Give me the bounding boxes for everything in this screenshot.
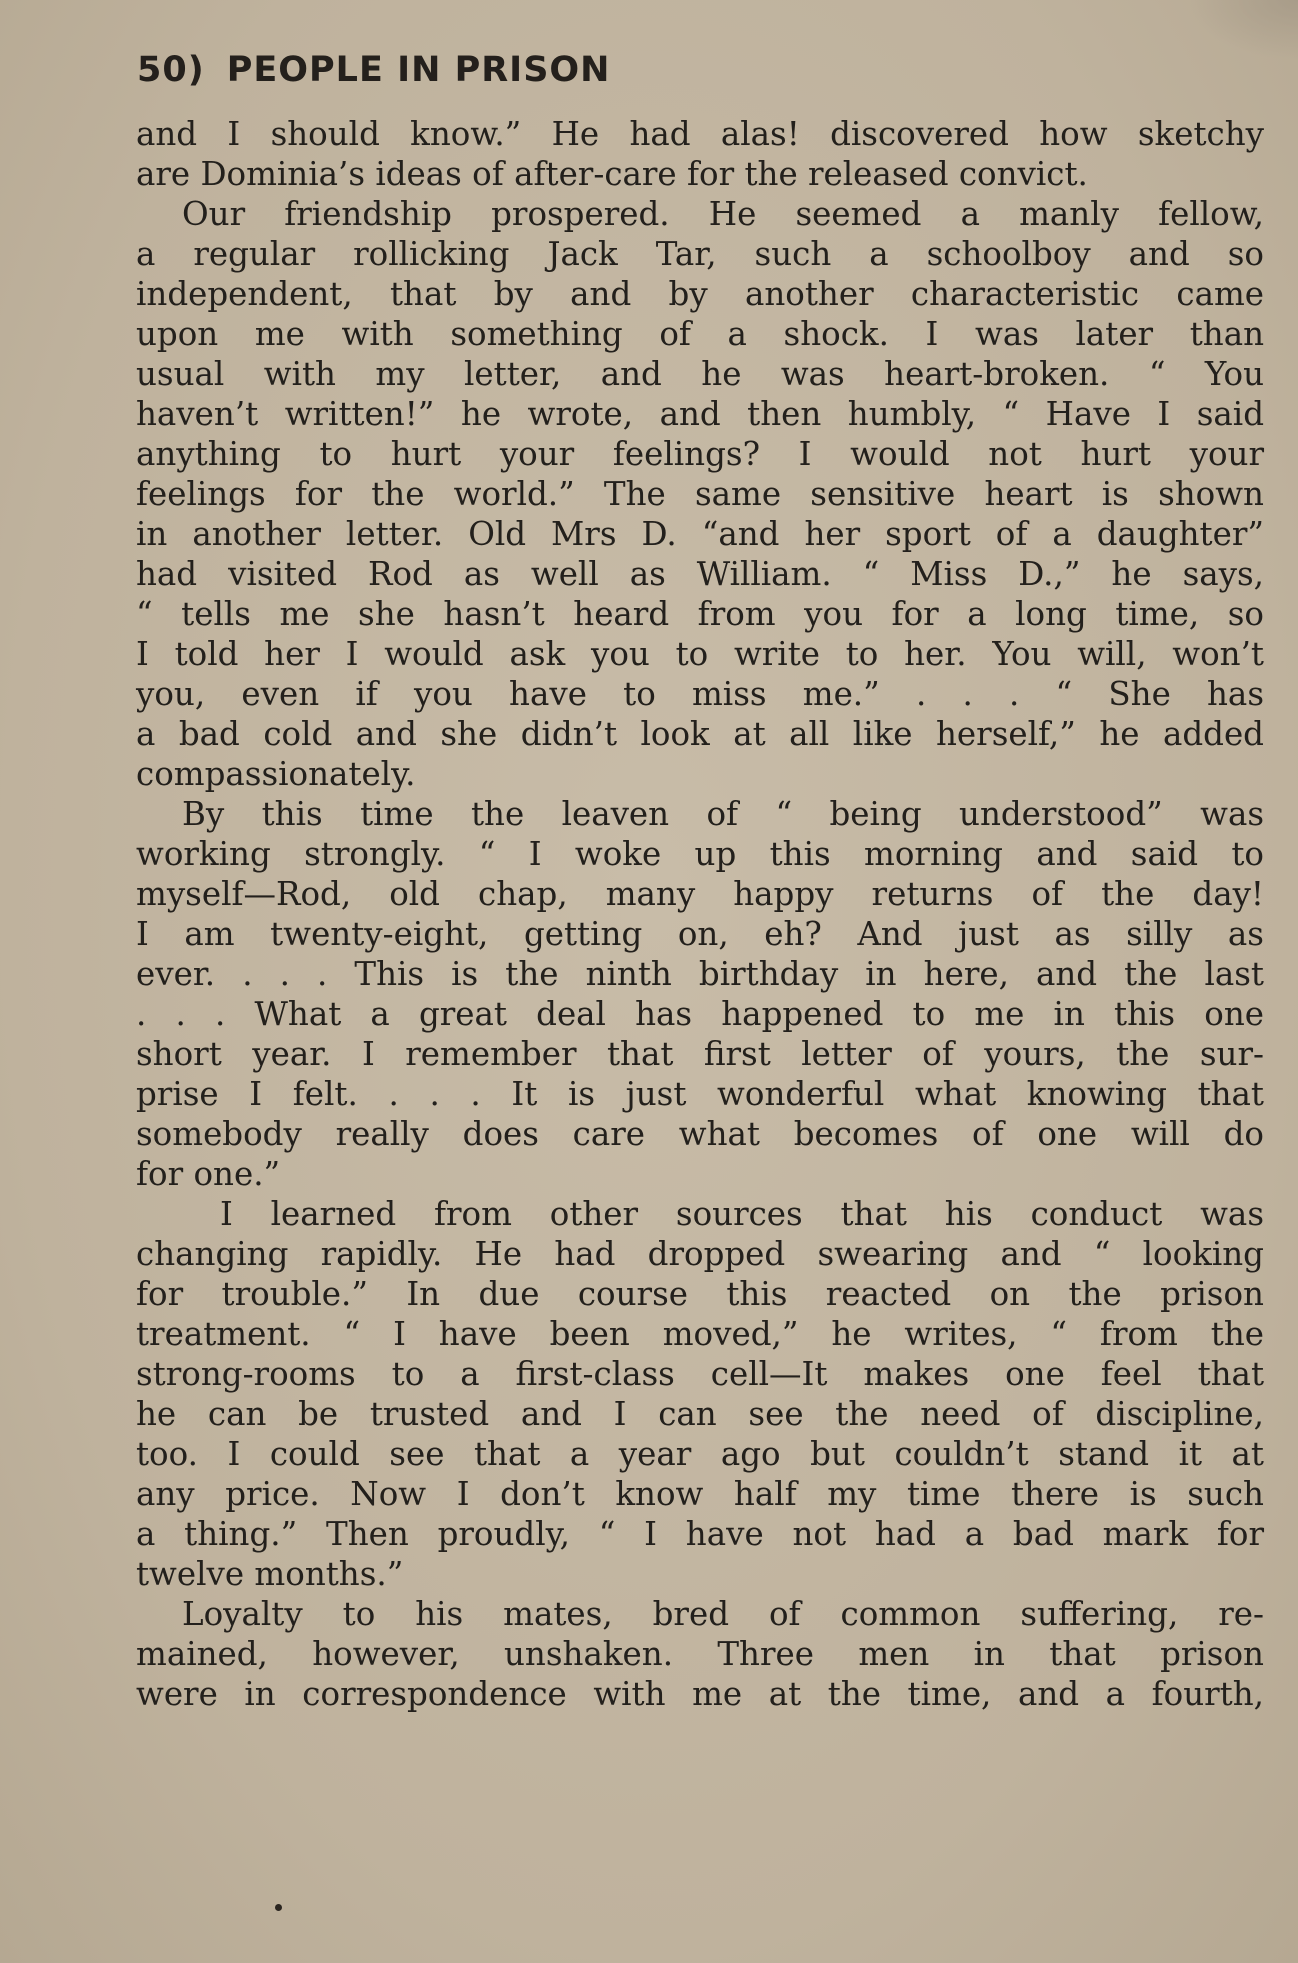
text-line: Loyalty to his mates, bred of common suffering, re- — [182, 1595, 1264, 1633]
text-line: feelings for the world.” The same sensitive heart is shown — [136, 475, 1264, 513]
text-line: a regular rollicking Jack Tar, such a schoolboy and so — [136, 235, 1264, 273]
text-line: I learned from other sources that his conduct was — [220, 1195, 1264, 1233]
text-line: any price. Now I don’t know half my time there is such — [136, 1475, 1264, 1513]
text-line: are Dominia’s ideas of after-care for the released convict. — [136, 155, 1088, 193]
text-line: for one.” — [136, 1155, 281, 1193]
text-line: for trouble.” In due course this reacted on the prison — [136, 1275, 1264, 1313]
text-line: . . . What a great deal has happened to me in this one — [136, 995, 1264, 1033]
text-line: anything to hurt your feelings? I would not hurt your — [136, 435, 1264, 473]
text-line: haven’t written!” he wrote, and then humbly, “ Have I said — [136, 395, 1264, 433]
text-line: usual with my letter, and he was heart-broken. “ You — [136, 355, 1264, 393]
running-title: PEOPLE IN PRISON — [226, 50, 611, 90]
text-line: “ tells me she hasn’t heard from you for a long time, so — [136, 595, 1264, 633]
text-line: changing rapidly. He had dropped swearing and “ looking — [136, 1235, 1264, 1273]
text-line: strong-rooms to a first-class cell—It makes one feel that — [136, 1355, 1264, 1393]
text-line: compassionately. — [136, 755, 416, 793]
text-line: By this time the leaven of “ being understood” was — [182, 795, 1264, 833]
running-header — [137, 50, 610, 90]
text-line: a bad cold and she didn’t look at all like herself,” he added — [136, 715, 1264, 753]
text-line: I told her I would ask you to write to her. You will, won’t — [136, 635, 1264, 673]
text-line: prise I felt. . . . It is just wonderful what knowing that — [136, 1075, 1264, 1113]
text-line: treatment. “ I have been moved,” he writes, “ from the — [136, 1315, 1264, 1353]
text-line: Our friendship prospered. He seemed a manly fellow, — [182, 195, 1264, 233]
text-line: somebody really does care what becomes of one will do — [136, 1115, 1264, 1153]
text-line: myself—Rod, old chap, many happy returns of the day! — [136, 875, 1264, 913]
text-line: in another letter. Old Mrs D. “and her sport of a daughter” — [136, 515, 1264, 553]
text-line: and I should know.” He had alas! discovered how sketchy — [136, 115, 1264, 153]
page-corner-shadow — [1188, 0, 1298, 60]
text-line: ever. . . . This is the ninth birthday in here, and the last — [136, 955, 1264, 993]
ink-speck — [275, 1904, 282, 1911]
body-text — [136, 114, 1264, 1714]
text-line: too. I could see that a year ago but couldn’t stand it at — [136, 1435, 1264, 1473]
text-line: I am twenty-eight, getting on, eh? And just as silly as — [136, 915, 1264, 953]
text-line: you, even if you have to miss me.” . . . “ She has — [136, 675, 1264, 713]
text-line: twelve months.” — [136, 1555, 404, 1593]
text-line: had visited Rod as well as William. “ Miss D.,” he says, — [136, 555, 1264, 593]
text-line: independent, that by and by another characteristic came — [136, 275, 1264, 313]
text-line: a thing.” Then proudly, “ I have not had a bad mark for — [136, 1515, 1264, 1553]
text-line: mained, however, unshaken. Three men in that prison — [136, 1635, 1264, 1673]
text-line: working strongly. “ I woke up this morning and said to — [136, 835, 1264, 873]
text-line: upon me with something of a shock. I was later than — [136, 315, 1264, 353]
text-line: he can be trusted and I can see the need of discipline, — [136, 1395, 1264, 1433]
text-line: short year. I remember that first letter of yours, the sur- — [136, 1035, 1264, 1073]
text-line: were in correspondence with me at the time, and a fourth, — [136, 1675, 1264, 1713]
page-number: 50) — [137, 50, 205, 90]
